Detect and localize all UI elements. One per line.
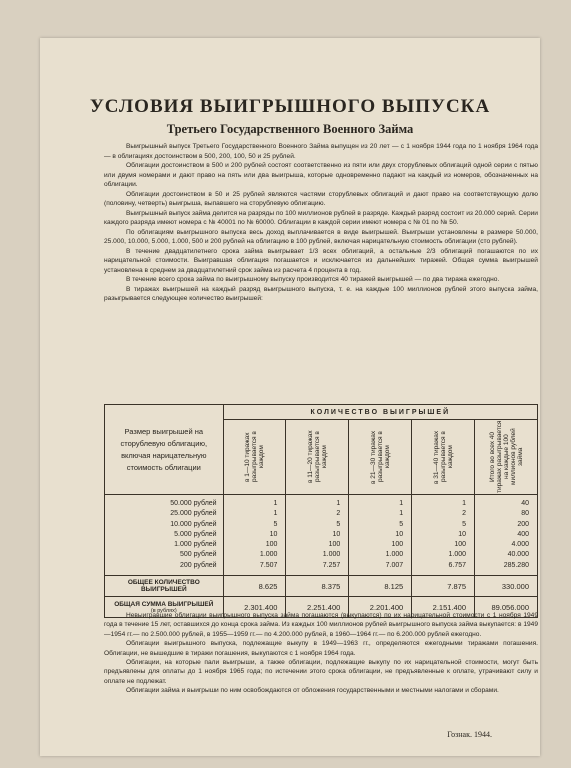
column-header	[349, 420, 412, 495]
count-cell: 40.000	[507, 551, 529, 559]
column-header-text: в 1—10 тиражах разыгрывается в каждом	[244, 431, 266, 483]
prize-size-label: 50.000 рублей	[170, 500, 217, 507]
count-cell: 100	[265, 541, 278, 549]
column-header-text: Итого во всех 40 тиражах разыгрывается на каждые 100 миллионов рублей займа	[488, 420, 524, 494]
total-count-cell: 8.125	[349, 576, 412, 597]
count-cell: 7.507	[259, 561, 278, 569]
count-cell: 10	[332, 530, 341, 538]
table-corner-header: Размер выигрышей на сторублевую облигацию, включая нарицательную стоимость облигации	[105, 405, 224, 495]
total-count-label: ОБЩЕЕ КОЛИЧЕСТВО ВЫИГРЫШЕЙ	[105, 576, 224, 597]
column-header	[223, 420, 286, 495]
count-cell: 1.000	[259, 551, 278, 559]
count-cell: 10	[395, 530, 404, 538]
column-header	[286, 420, 349, 495]
winnings-table	[104, 404, 538, 618]
page-title: УСЛОВИЯ ВЫИГРЫШНОГО ВЫПУСКА	[89, 96, 491, 117]
total-sum-unit: (в рублях)	[150, 607, 177, 614]
prize-size-label: 5.000 рублей	[174, 530, 217, 538]
count-cell: 1	[399, 510, 404, 518]
column-header-text: в 31—40 тиражах разыгрывается в каждом	[432, 430, 454, 484]
total-sum-cell: 2.251.400	[286, 597, 349, 618]
total-sum-cell: 2.201.400	[349, 597, 412, 618]
column-header-text: в 21—30 тиражах разыгрывается в каждом	[369, 430, 391, 484]
conditions-text	[104, 142, 538, 304]
paragraph: Выигрышный выпуск Третьего Государственного Военного Займа выпущен из 20 лет — с 1 ноября 1944 года по 1 ноября 1964 года — в облигациях достоинством в 500, 200, 100, 50 и 25 рублей.	[104, 143, 538, 160]
paragraph: Облигации выигрышного выпуска, подлежащие выкупу в 1949—1963 гг., определяются ежегодными тиражами погашения. Облигации, не вышедшие в тиражи погашения, выкупаются с 1 ноября 1964 года.	[104, 640, 538, 657]
count-cell: 285.280	[503, 561, 529, 569]
count-cell: 4.000	[511, 541, 529, 549]
total-sum-cell: 2.301.400	[223, 597, 286, 618]
count-cell: 10	[269, 530, 278, 538]
total-count-cell: 8.375	[286, 576, 349, 597]
paragraph: Невыигравшие облигации выигрышного выпуска займа погашаются (выкупаются) по их нарицательной стоимости с 1 ноября 1949 года в течение 15 лет, оставшихся до конца срока займа. Из каждых 100 миллионов рублей выигрышного выпуска займа выкупается: в 1949—1954 гг.— по 2.500.000 рублей, в 1955—1959 гг.— по 4.200.000 рублей, в 1960—1964 гг.— по 6.200.000 рублей ежегодно.	[104, 612, 538, 638]
count-cell: 100	[328, 541, 341, 549]
count-cell: 80	[521, 510, 529, 518]
table-body-row	[105, 495, 538, 576]
count-column	[349, 495, 412, 576]
total-sum-label: ОБЩАЯ СУММА ВЫИГРЫШЕЙ	[114, 600, 214, 608]
prize-size-label: 25.000 рублей	[170, 510, 217, 518]
prize-size-label: 500 рублей	[179, 551, 217, 559]
total-count-cell: 7.875	[412, 576, 475, 597]
paragraph: По облигациям выигрышного выпуска весь доход выплачивается в виде выигрышей. Выигрыши установлены в размере 50.000, 25.000, 10.000, 5.000, 1.000, 500 и 200 рублей на облигацию в 100 рублей, включая нарицательную стоимость облигации (сто рублей).	[104, 228, 538, 245]
document-sheet	[40, 38, 540, 756]
count-cell: 1	[336, 500, 341, 507]
total-count-row	[105, 576, 538, 597]
count-cell: 1	[273, 500, 278, 507]
page-subtitle: Третьего Государственного Военного Займа	[166, 122, 414, 136]
prize-size-label: 10.000 рублей	[170, 520, 217, 528]
paragraph: Облигации займа и выигрыши по ним освобождаются от обложения государственными и местными налогами и сборами.	[126, 687, 499, 695]
printer-imprint: Гознак. 1944.	[447, 730, 492, 739]
count-cell: 5	[399, 520, 404, 528]
count-column	[286, 495, 349, 576]
count-cell: 1.000	[448, 551, 467, 559]
column-header	[412, 420, 475, 495]
count-column	[223, 495, 286, 576]
column-header	[475, 420, 538, 495]
paragraph: В течение двадцатилетнего срока займа выигрывает 1/3 всех облигаций, а остальные 2/3 облигаций погашаются по их нарицательной стоимости. Выигравшая облигация погашается и исключается из дальнейших тиражей. Общая сумма выигрышей установлена в среднем за двадцатилетний срок займа из расчета 4 процента в год.	[104, 247, 538, 274]
total-sum-cell: 2.151.400	[412, 597, 475, 618]
prize-size-column	[105, 495, 224, 576]
count-cell: 40	[521, 500, 529, 507]
count-cell: 5	[336, 520, 341, 528]
count-cell: 6.757	[448, 561, 467, 569]
paragraph: В тиражах выигрышей на каждый разряд выигрышного выпуска, т. е. на каждые 100 миллионов рублей этого выпуска займа, разыгрывается следующее количество выигрышей:	[104, 285, 538, 302]
paragraph: Облигации достоинством в 50 и 25 рублей являются частями сторублевых облигаций и дают право на соответствующую долю (половину, четверть) выигрыша, выпавшего на сторублевую облигацию.	[104, 190, 538, 207]
count-cell: 100	[391, 541, 404, 549]
prize-size-label: 1.000 рублей	[174, 541, 217, 549]
paragraph: Облигации, на которые пали выигрыши, а также облигации, подлежащие выкупу по их нарицательной стоимости, могут быть предъявлены для оплаты до 1 ноября 1965 года; по истечении этого срока облигации, не предъявленные к оплате, утрачивают силу и оплате не подлежат.	[104, 659, 538, 685]
count-cell: 1	[462, 500, 467, 507]
count-column	[475, 495, 538, 576]
prize-size-label: 200 рублей	[179, 561, 217, 569]
count-cell: 200	[517, 520, 529, 528]
count-cell: 10	[458, 530, 467, 538]
total-count-cell: 8.625	[223, 576, 286, 597]
count-column	[412, 495, 475, 576]
count-cell: 5	[273, 520, 278, 528]
column-header-text: в 11—20 тиражах разыгрывается в каждом	[306, 430, 328, 484]
count-cell: 100	[454, 541, 467, 549]
paragraph: В течение всего срока займа по выигрышному выпуску производится 40 тиражей выигрышей — по два тиража ежегодно.	[126, 276, 500, 283]
count-cell: 5	[462, 520, 467, 528]
total-count-cell: 330.000	[475, 576, 538, 597]
count-cell: 1.000	[322, 551, 341, 559]
paragraph: Выигрышный выпуск займа делится на разряды по 100 миллионов рублей в разряде. Каждый разряд состоит из 20.000 серий. Серии каждого разряда имеют номера с № 40001 по № 60000. Облигации в каждой серии имеют номера с № 01 по № 50.	[104, 209, 538, 226]
count-cell: 7.257	[322, 561, 341, 569]
count-cell: 2	[336, 510, 341, 518]
count-cell: 1	[399, 500, 404, 507]
count-cell: 1.000	[385, 551, 404, 559]
count-cell: 7.007	[385, 561, 404, 569]
total-sum-cell: 89.056.000	[475, 597, 538, 618]
count-cell: 1	[273, 510, 278, 518]
table-group-header: КОЛИЧЕСТВО ВЫИГРЫШЕЙ	[223, 405, 537, 420]
redemption-text	[104, 611, 538, 696]
paragraph: Облигации достоинством в 500 и 200 рублей состоят соответственно из пяти или двух сторублевых облигаций одной серии с пятью или двумя номерами и дают право на пять или два выигрыша, которые одновременно падают на каждый из номеров, обозначенных на облигации.	[104, 162, 538, 188]
count-cell: 400	[517, 530, 529, 538]
count-cell: 2	[462, 510, 467, 518]
